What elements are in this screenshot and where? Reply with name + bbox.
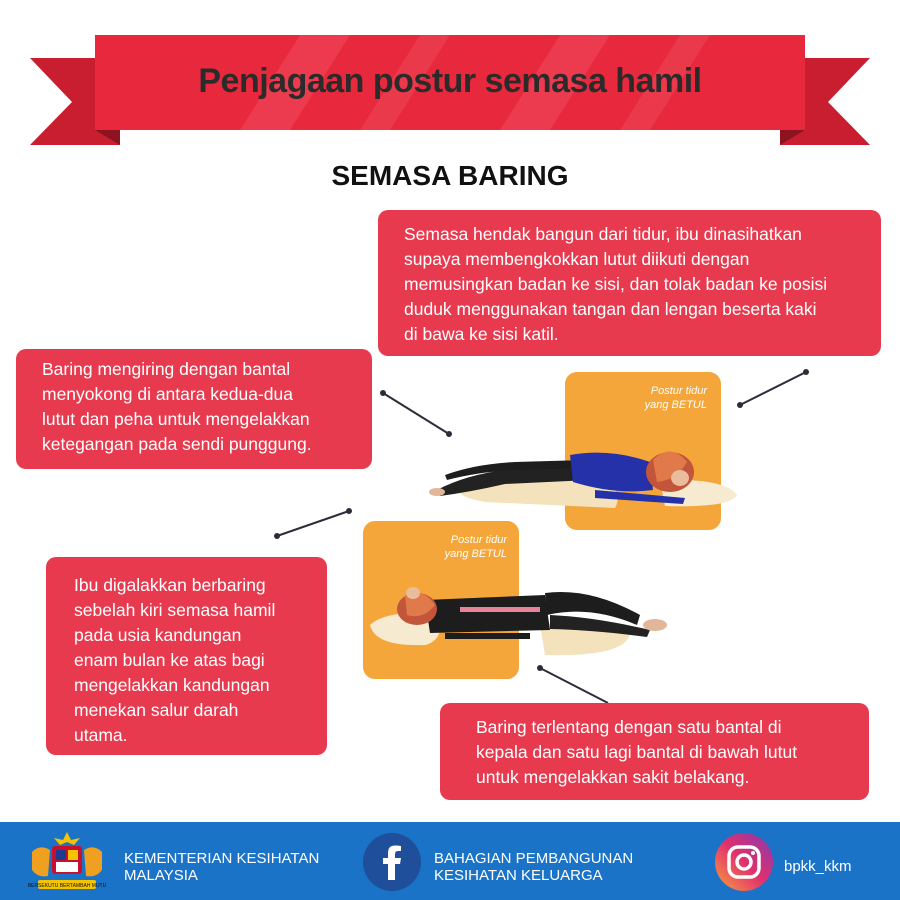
side-lying-figure <box>425 440 755 525</box>
division-line2: KESIHATAN KELUARGA <box>434 867 603 884</box>
callout-line: utama. <box>74 725 128 745</box>
callout-line: di bawa ke sisi katil. <box>404 324 559 344</box>
callout-line: kepala dan satu lagi bantal di bawah lutut <box>476 742 798 762</box>
photo-label-line1: Postur tidur <box>650 385 707 397</box>
callout-line: ketegangan pada sendi punggung. <box>42 434 312 454</box>
callout-line: untuk mengelakkan sakit belakang. <box>476 767 750 787</box>
section-subtitle: SEMASA BARING <box>331 160 569 191</box>
photo-label-side <box>645 384 707 412</box>
back-lying-figure <box>365 585 685 665</box>
photo-label-line2: yang BETUL <box>444 548 507 560</box>
callout-line: enam bulan ke atas bagi <box>74 650 265 670</box>
page-title: Penjagaan postur semasa hamil <box>198 62 702 100</box>
ministry-line1: KEMENTERIAN KESIHATAN <box>124 850 320 867</box>
ministry-name <box>124 850 319 884</box>
callout-line: Ibu digalakkan berbaring <box>74 575 266 595</box>
callout-line: mengelakkan kandungan <box>74 675 270 695</box>
malaysia-coat-of-arms-icon <box>24 830 110 894</box>
callout-left-side-advice <box>46 557 327 755</box>
photo-label-line2: yang BETUL <box>644 399 707 411</box>
callout-line: menekan salur darah <box>74 700 239 720</box>
callout-line: Baring mengiring dengan bantal <box>42 359 291 379</box>
callout-back-lying <box>440 703 869 800</box>
callout-line: pada usia kandungan <box>74 625 242 645</box>
callout-line: Baring terlentang dengan satu bantal di <box>476 717 782 737</box>
facebook-icon[interactable] <box>362 832 422 892</box>
instagram-handle[interactable]: bpkk_kkm <box>784 858 852 875</box>
callout-line: lutut dan peha untuk mengelakkan <box>42 409 310 429</box>
division-name <box>434 850 633 884</box>
callout-getting-up <box>378 210 881 356</box>
callout-line: Semasa hendak bangun dari tidur, ibu dinasihatkan <box>404 224 802 244</box>
ministry-line2: MALAYSIA <box>124 867 198 884</box>
footer-bar <box>0 822 900 900</box>
division-line1: BAHAGIAN PEMBANGUNAN <box>434 850 634 867</box>
callout-side-lying <box>16 349 372 469</box>
callout-line: supaya membengkokkan lutut diikuti dengan <box>404 249 750 269</box>
callout-line: memusingkan badan ke sisi, dan tolak badan ke posisi <box>404 274 828 294</box>
emblem-motto: BERSEKUTU BERTAMBAH MUTU <box>27 883 107 889</box>
callout-line: duduk menggunakan tangan dan lengan beserta kaki <box>404 299 817 319</box>
callout-line: sebelah kiri semasa hamil <box>74 600 276 620</box>
callout-line: menyokong di antara kedua-dua <box>42 384 294 404</box>
instagram-icon[interactable] <box>714 832 774 892</box>
photo-label-back <box>445 533 507 561</box>
photo-label-line1: Postur tidur <box>450 534 507 546</box>
